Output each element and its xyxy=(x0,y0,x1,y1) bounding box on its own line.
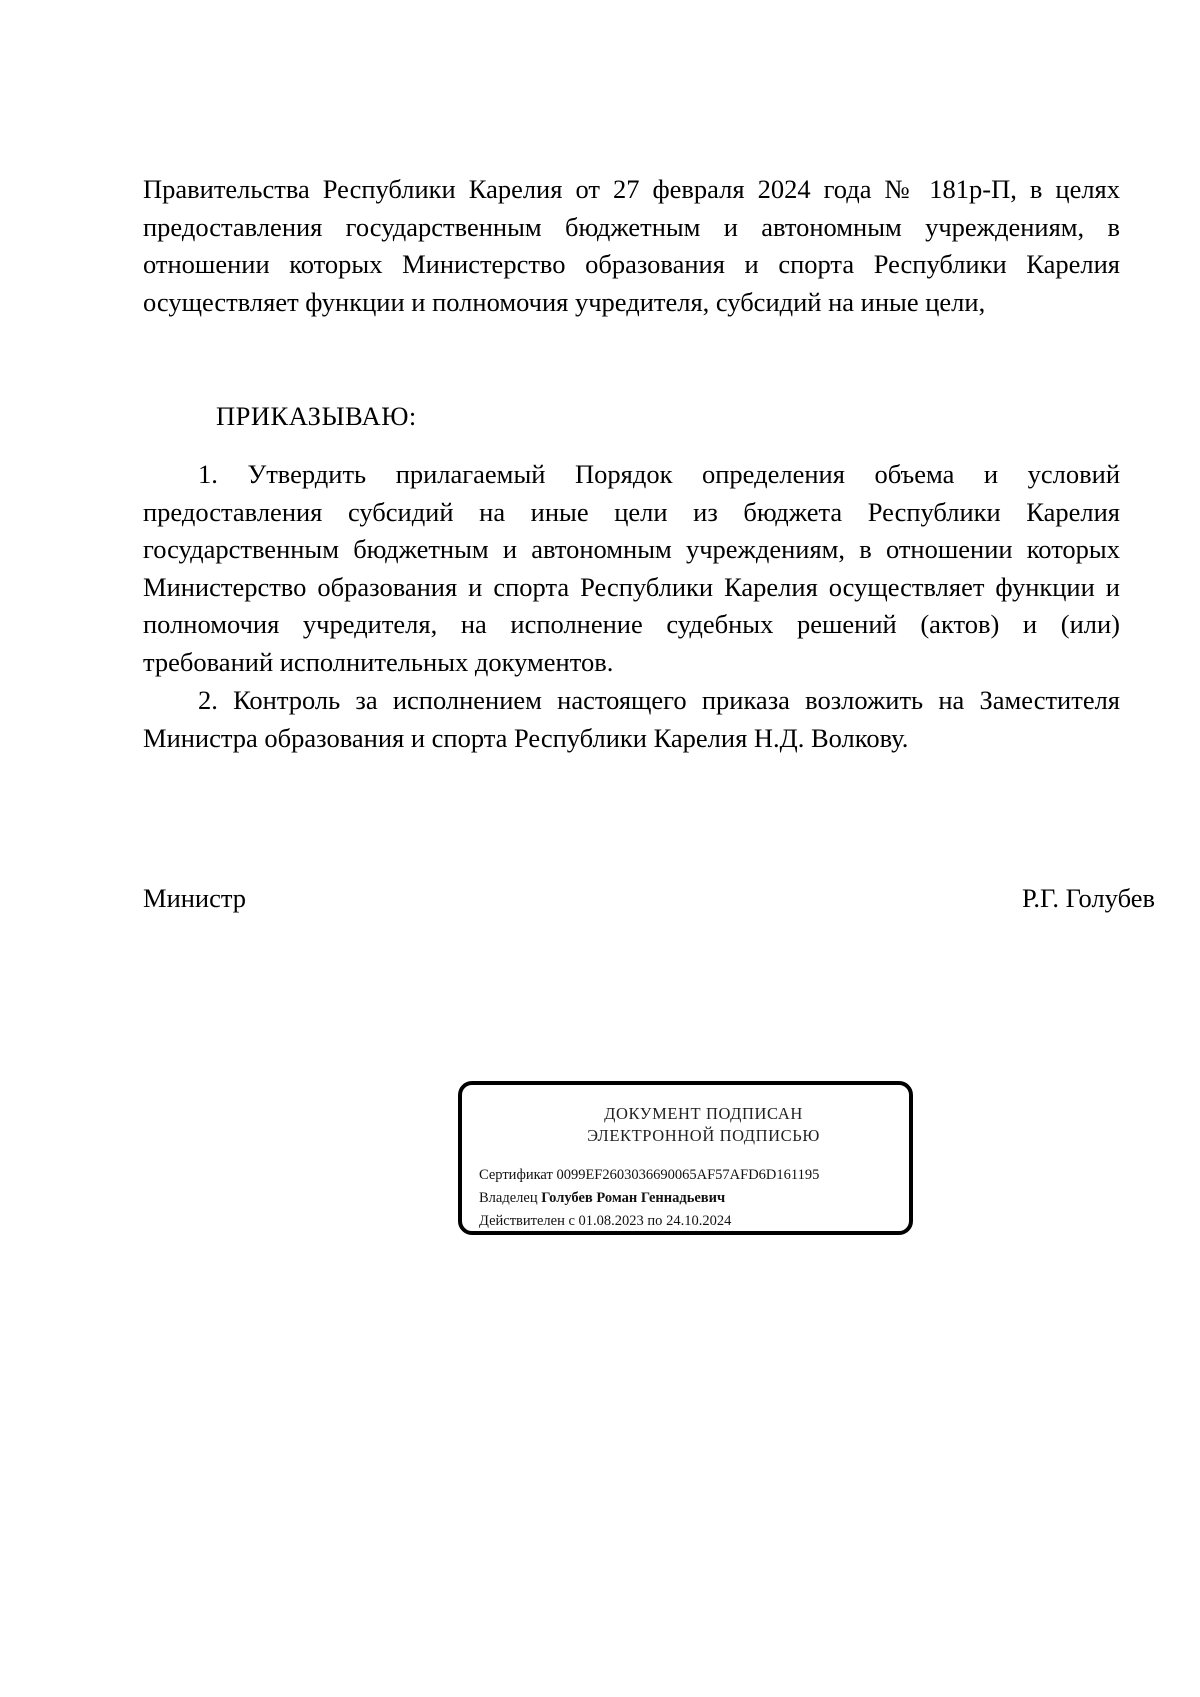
stamp-owner-value: Голубев Роман Геннадьевич xyxy=(541,1190,726,1206)
electronic-signature-stamp xyxy=(458,1081,913,1235)
order-item-2: 2. Контроль за исполнением настоящего приказа возложить на Заместителя Министра образования и спорта Республики Карелия Н.Д. Волкову. xyxy=(143,685,1120,753)
stamp-heading-line-2: ЭЛЕКТРОННОЙ ПОДПИСЬЮ xyxy=(587,1126,820,1145)
stamp-owner-row xyxy=(479,1188,725,1208)
stamp-validity-row xyxy=(479,1211,731,1231)
stamp-certificate-label: Сертификат xyxy=(479,1167,553,1183)
stamp-certificate-row xyxy=(479,1165,819,1185)
stamp-valid-to: 24.10.2024 xyxy=(666,1213,732,1229)
intro-paragraph: Правительства Республики Карелия от 27 февраля 2024 года № 181р-П, в целях предоставления государственным бюджетным и автономным учреждениям, в отношении которых Министерство образования и спорта Республики Карелия осуществляет функции и полномочия учредителя, субсидий на иные цели, xyxy=(143,174,1120,317)
stamp-valid-to-label: по xyxy=(647,1213,663,1229)
stamp-valid-label: Действителен с xyxy=(479,1213,575,1229)
order-item-1: 1. Утвердить прилагаемый Порядок определения объема и условий предоставления субсидий на иные цели из бюджета Республики Карелия государственным бюджетным и автономным учреждениям, в отношении которых Министерство образования и спорта Республики Карелия осуществляет функции и полномочия учредителя, на исполнение судебных решений (актов) и (или) требований исполнительных документов. xyxy=(143,459,1120,677)
stamp-heading-line-1: ДОКУМЕНТ ПОДПИСАН xyxy=(604,1104,803,1123)
signatory-title: Министр xyxy=(143,883,247,913)
stamp-valid-from: 01.08.2023 xyxy=(578,1213,644,1229)
stamp-owner-label: Владелец xyxy=(479,1190,538,1206)
stamp-certificate-value: 0099EF2603036690065AF57AFD6D161195 xyxy=(556,1167,820,1183)
order-heading: ПРИКАЗЫВАЮ: xyxy=(216,401,417,431)
signatory-name: Р.Г. Голубев xyxy=(1021,883,1155,913)
